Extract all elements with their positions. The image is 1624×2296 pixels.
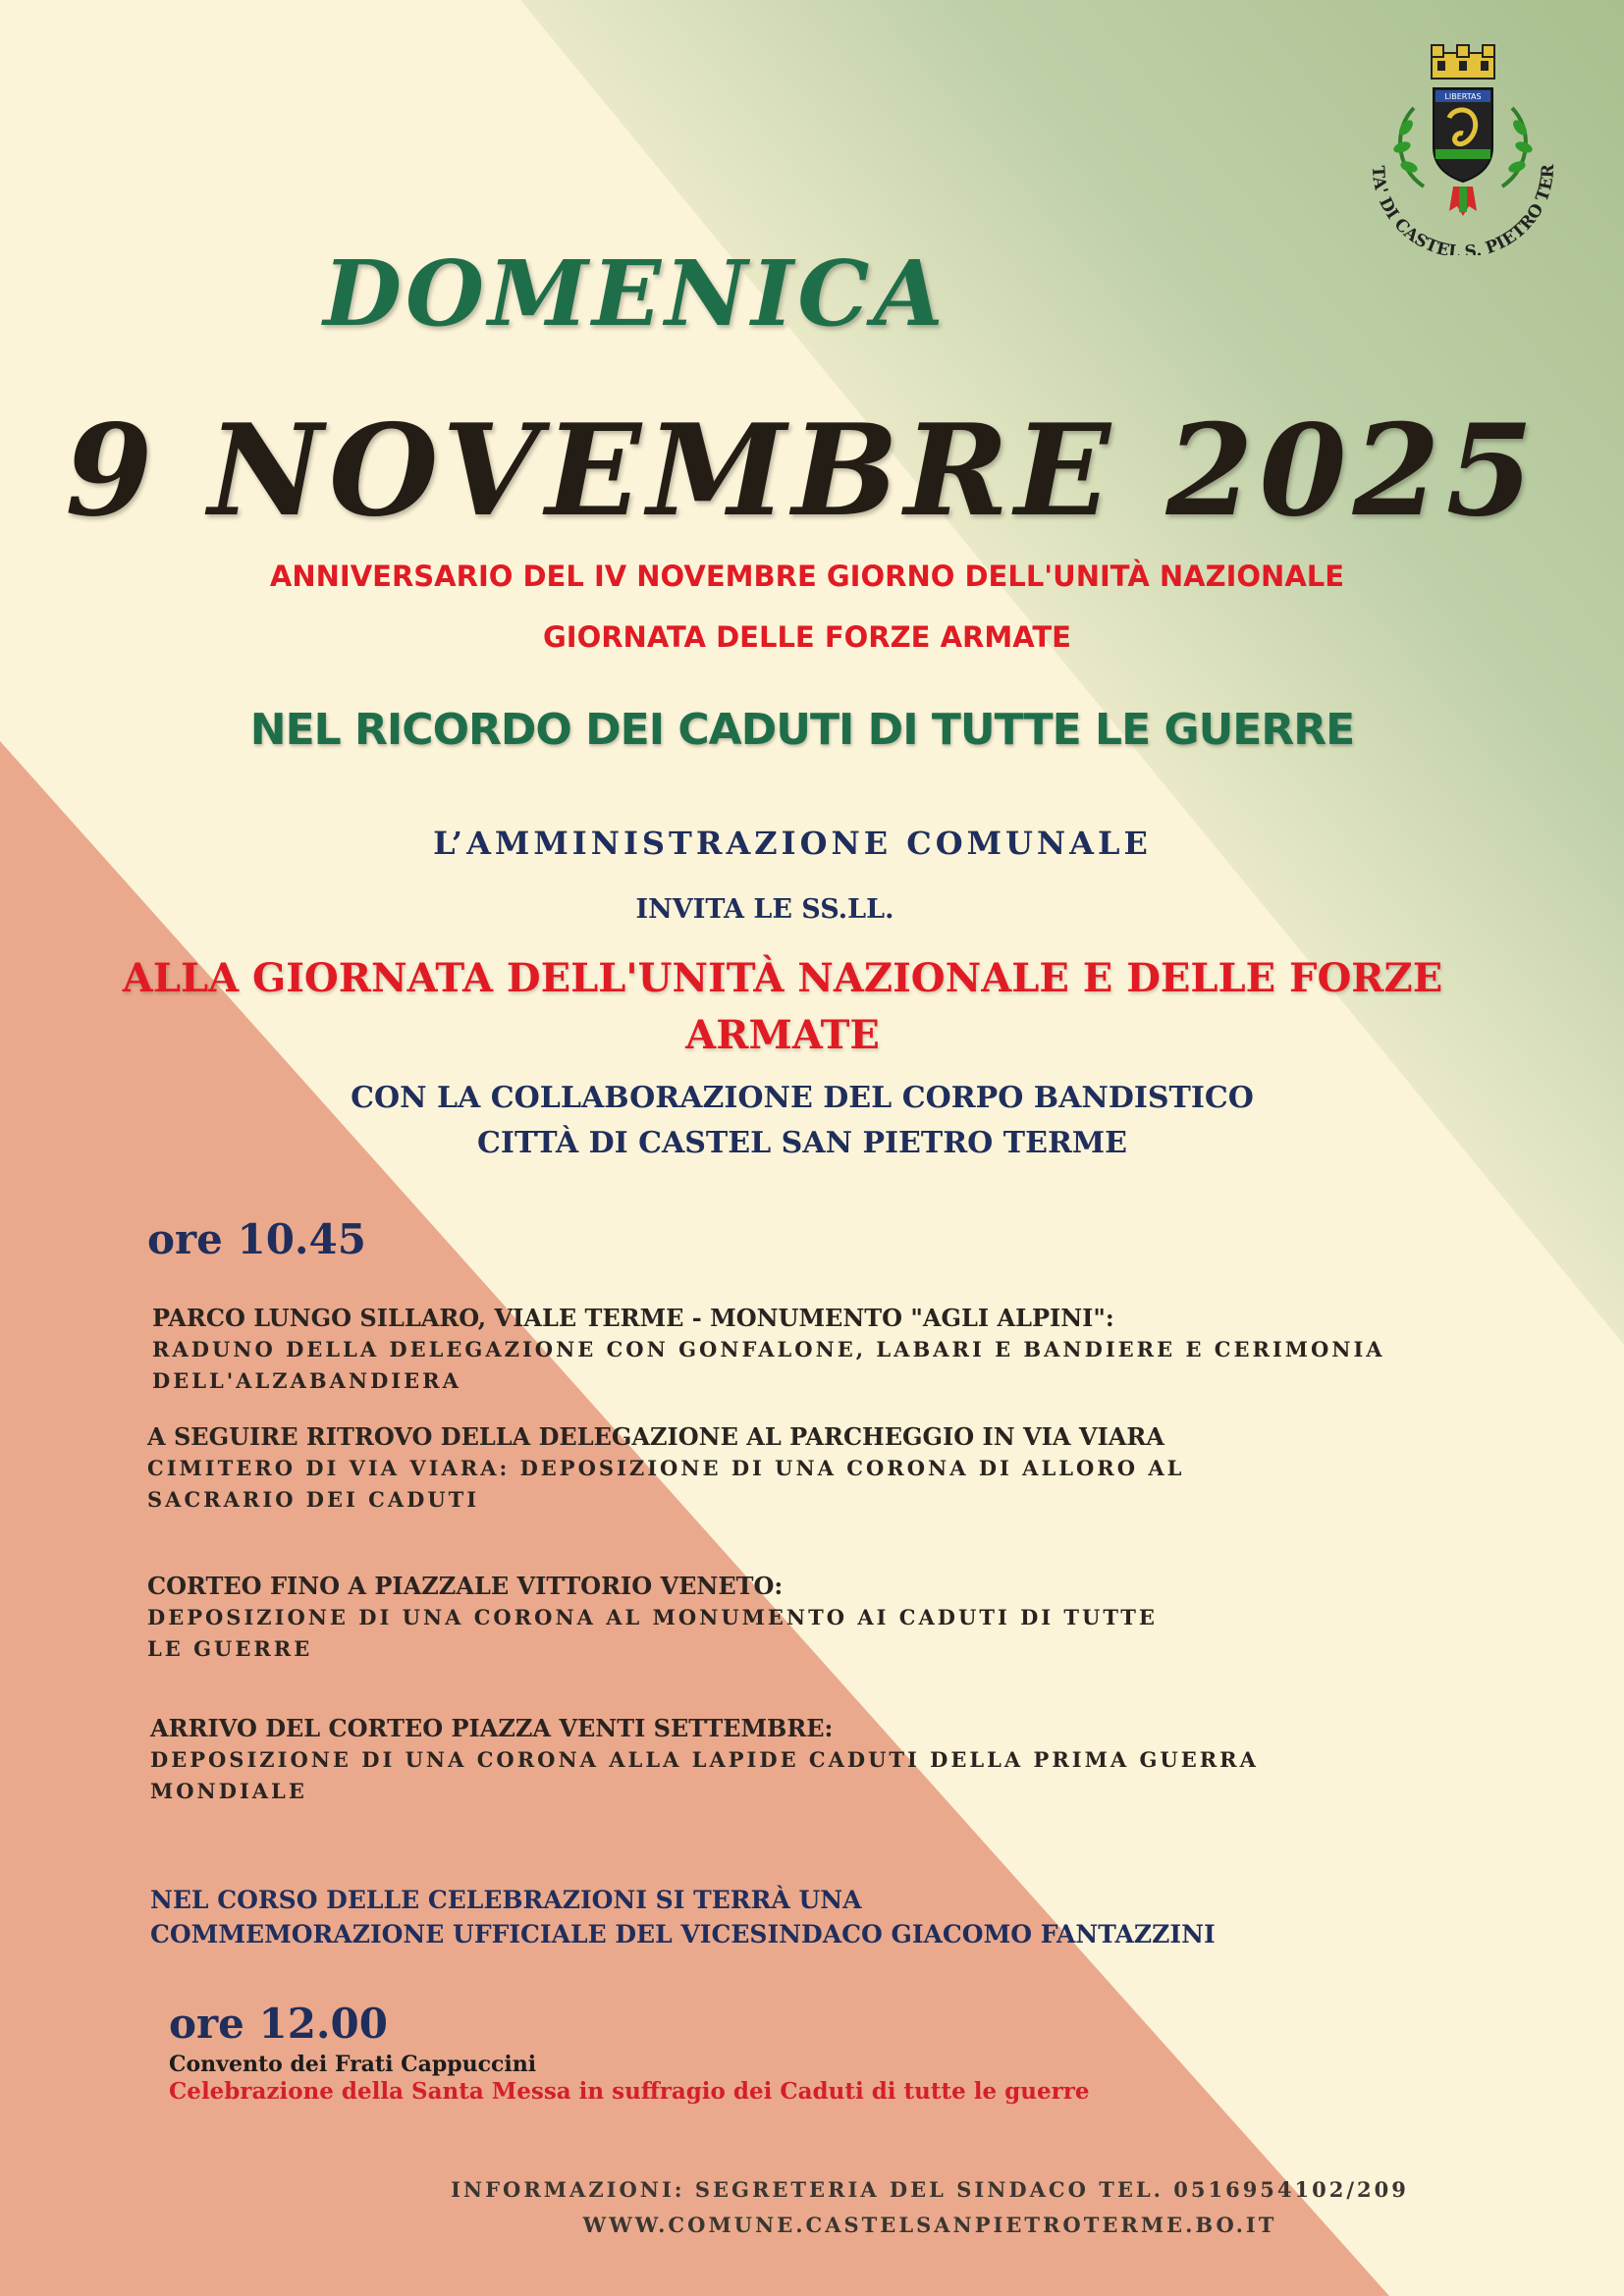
program-item-desc: RADUNO DELLA DELEGAZIONE CON GONFALONE, LABARI E BANDIERE E CERIMONIA	[152, 1337, 1385, 1362]
collaboration-line-2: CITTÀ DI CASTEL SAN PIETRO TERME	[477, 1126, 1127, 1160]
day-heading: DOMENICA	[323, 240, 947, 347]
program-item-desc: CIMITERO DI VIA VIARA: DEPOSIZIONE DI UNA CORONA DI ALLORO AL	[147, 1456, 1185, 1480]
time-1045: ore 10.45	[147, 1215, 367, 1263]
crest-banner: LIBERTAS	[1444, 92, 1482, 101]
remembrance-heading: NEL RICORDO DEI CADUTI DI TUTTE LE GUERRE	[249, 705, 1355, 755]
program-item-desc: LE GUERRE	[147, 1636, 313, 1661]
program-item-desc: DEPOSIZIONE DI UNA CORONA AL MONUMENTO AI CADUTI DI TUTTE	[147, 1605, 1158, 1629]
armed-forces-subtitle: GIORNATA DELLE FORZE ARMATE	[542, 620, 1071, 654]
program-item	[147, 1571, 1158, 1665]
crest-icon	[1355, 39, 1571, 255]
program-item	[150, 1713, 1259, 1807]
program-item-title: CORTEO FINO A PIAZZALE VITTORIO VENETO:	[147, 1572, 784, 1600]
program-item-desc: DELL'ALZABANDIERA	[152, 1368, 461, 1393]
commemoration-note-line-1: NEL CORSO DELLE CELEBRAZIONI SI TERRÀ UNA	[150, 1886, 862, 1914]
anniversary-subtitle: ANNIVERSARIO DEL IV NOVEMBRE GIORNO DELL'UNITÀ NAZIONALE	[269, 560, 1345, 593]
time-1200: ore 12.00	[169, 2000, 389, 2048]
commemoration-note	[150, 1883, 1216, 1951]
crest-text: TA' DI CASTEL S. PIETRO TER	[1367, 163, 1559, 255]
mass-description: Celebrazione della Santa Messa in suffragio dei Caduti di tutte le guerre	[169, 2078, 1090, 2105]
info-phone-line: INFORMAZIONI: SEGRETERIA DEL SINDACO TEL. 0516954102/209	[451, 2177, 1409, 2202]
program-item-desc: MONDIALE	[150, 1779, 307, 1803]
program-item-title: ARRIVO DEL CORTEO PIAZZA VENTI SETTEMBRE:	[150, 1714, 834, 1742]
commemoration-note-line-2: COMMEMORAZIONE UFFICIALE DEL VICESINDACO GIACOMO FANTAZZINI	[150, 1920, 1216, 1949]
event-title	[0, 950, 1595, 1064]
program-item-title: A SEGUIRE RITROVO DELLA DELEGAZIONE AL PARCHEGGIO IN VIA VIARA	[147, 1422, 1164, 1451]
program-item	[152, 1303, 1385, 1397]
info-contact	[118, 2172, 1624, 2243]
collaboration-block	[0, 1076, 1614, 1166]
program-item-title: PARCO LUNGO SILLARO, VIALE TERME - MONUMENTO "AGLI ALPINI":	[152, 1304, 1114, 1332]
mass-location: Convento dei Frati Cappuccini	[169, 2052, 537, 2077]
city-crest	[1355, 39, 1571, 255]
administration-line: L’AMMINISTRAZIONE COMUNALE	[433, 825, 1152, 862]
info-website-link[interactable]: WWW.COMUNE.CASTELSANPIETROTERME.BO.IT	[582, 2213, 1277, 2237]
date-heading: 9 NOVEMBRE 2025	[65, 398, 1540, 545]
collaboration-line-1: CON LA COLLABORAZIONE DEL CORPO BANDISTICO	[351, 1081, 1254, 1115]
invites-line: INVITA LE SS.LL.	[635, 894, 894, 925]
event-title-line-2: ARMATE	[685, 1012, 880, 1058]
program-item-desc: SACRARIO DEI CADUTI	[147, 1487, 480, 1512]
event-title-line-1: ALLA GIORNATA DELL'UNITÀ NAZIONALE E DELLE FORZE	[122, 955, 1443, 1001]
program-item	[147, 1421, 1184, 1516]
program-item-desc: DEPOSIZIONE DI UNA CORONA ALLA LAPIDE CADUTI DELLA PRIMA GUERRA	[150, 1747, 1259, 1772]
